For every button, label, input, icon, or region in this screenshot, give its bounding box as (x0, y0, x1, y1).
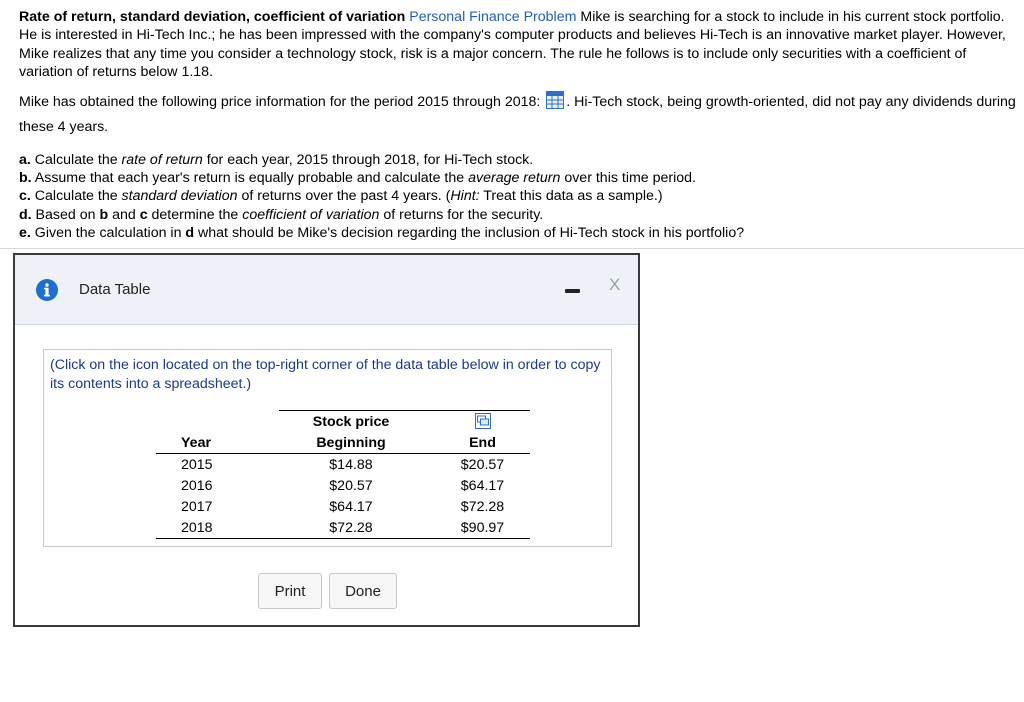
problem-statement (19, 8, 1019, 243)
minimize-icon (565, 289, 580, 293)
copy-instructions: (Click on the icon located on the top-right corner of the data table below in order to copy its contents into a spreadsheet.) (50, 357, 601, 392)
problem-tag-link[interactable]: Personal Finance Problem (409, 9, 577, 25)
data-table-dialog (13, 253, 640, 627)
part-a: a. Calculate the rate of return for each year, 2015 through 2018, for Hi-Tech stock. (19, 151, 534, 168)
info-text-before: Mike has obtained the following price information for the period 2015 through 2018: (19, 93, 545, 110)
table-row: 2015 $14.88 $20.57 (181, 456, 505, 473)
part-b: b. Assume that each year's return is equally probable and calculate the average return over this time period. (19, 170, 697, 187)
info-text-after: . Hi-Tech stock, being growth-oriented, did not pay any dividends during these 4 years. (19, 93, 1016, 135)
question-parts (19, 151, 1019, 243)
table-row: 2017 $64.17 $72.28 (181, 498, 505, 515)
problem-title: Rate of return, standard deviation, coefficient of variation (19, 9, 406, 25)
part-e: e. Given the calculation in d what should be Mike's decision regarding the inclusion of Hi-Tech stock in his portfolio? (19, 225, 745, 242)
intro-text: Mike is searching for a stock to include in his current stock portfolio. He is interested in Hi-Tech Inc.; he has been impressed with the company's computer products and believes Hi-Tech is an innovative market player. However, Mike realizes that any time you consider a technology stock, risk is a major concern. The rule he follows is to include only securities with a coefficient of variation of returns below 1.18. (19, 9, 1006, 81)
close-button[interactable]: X (609, 275, 621, 294)
info-paragraph (19, 90, 1019, 140)
stock-price-table (156, 410, 530, 539)
col-header-year: Year (156, 432, 279, 454)
col-header-beginning: Beginning (279, 432, 423, 454)
intro-paragraph (19, 8, 1019, 82)
dialog-title: Data Table (79, 281, 151, 298)
copy-to-spreadsheet-icon[interactable] (475, 413, 491, 429)
table-row: 2016 $20.57 $64.17 (181, 477, 505, 494)
dialog-header (15, 255, 638, 325)
info-icon (36, 279, 58, 301)
minimize-button[interactable] (562, 277, 584, 299)
table-header-row (156, 432, 530, 454)
done-button[interactable]: Done (329, 573, 397, 609)
table-row: 2018 $72.28 $90.97 (156, 517, 530, 539)
col-header-end: End (423, 432, 530, 454)
group-header: Stock price (279, 411, 423, 433)
part-c: c. Calculate the standard deviation of returns over the past 4 years. (Hint: Treat this data as a sample.) (19, 188, 663, 205)
part-d: d. Based on b and c determine the coefficient of variation of returns for the security. (19, 206, 544, 223)
print-button[interactable]: Print (258, 573, 322, 609)
data-table-grid-icon[interactable] (546, 91, 564, 109)
divider (0, 248, 1024, 249)
